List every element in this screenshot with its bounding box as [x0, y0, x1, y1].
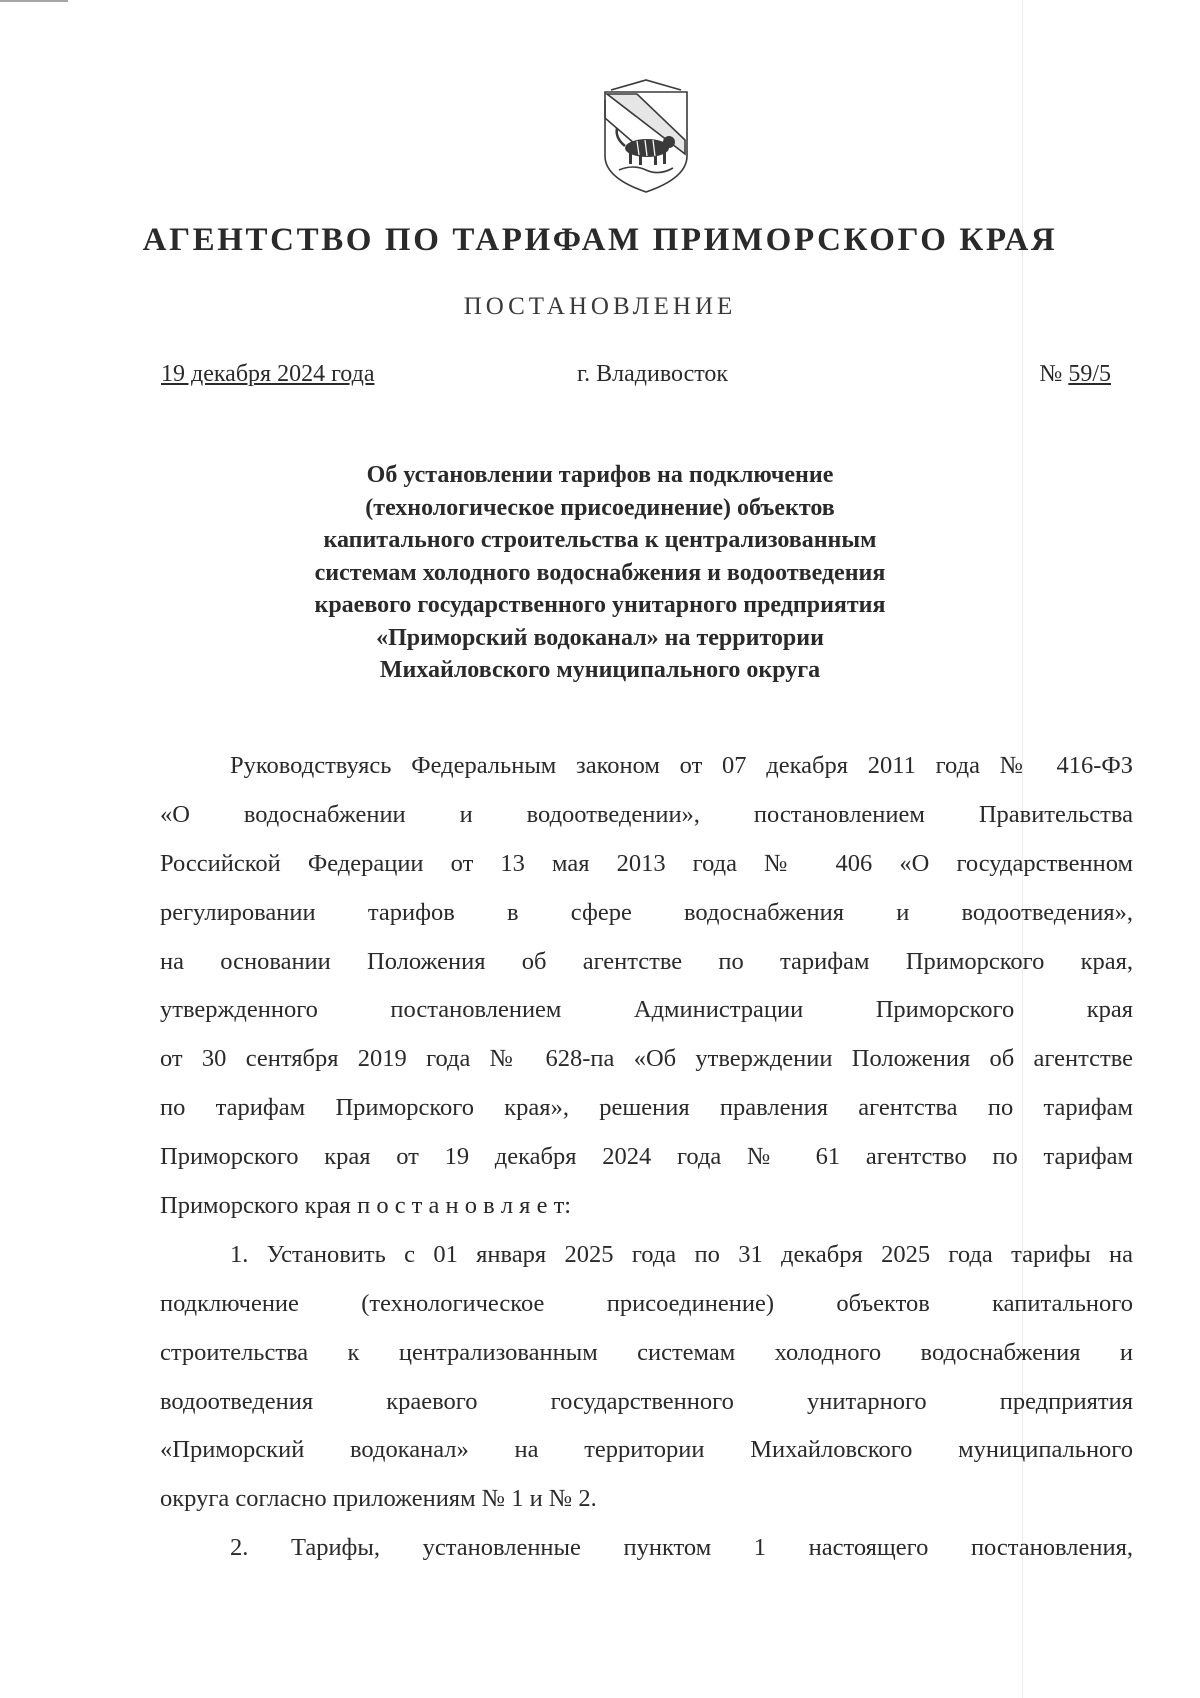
document-type: ПОСТАНОВЛЕНИЕ — [463, 293, 737, 320]
agency-title: АГЕНТСТВО ПО ТАРИФАМ ПРИМОРСКОГО КРАЯ — [142, 222, 1058, 258]
body-line: по тарифам Приморского края», решения правления агентства по тарифам — [160, 1094, 1133, 1122]
body-line: от 30 сентября 2019 года № 628-па «Об утверждении Положения об агентстве — [160, 1045, 1133, 1073]
scan-artifact-mark — [0, 0, 68, 2]
coat-of-arms-icon — [597, 78, 695, 196]
body-line: регулировании тарифов в сфере водоснабжения и водоотведения», — [160, 898, 1133, 926]
body-line: Руководствуясь Федеральным законом от 07 декабря 2011 года № 416-ФЗ — [230, 752, 1133, 779]
document-body — [160, 742, 1133, 1573]
body-line: утвержденного постановлением Администрации Приморского края — [160, 996, 1133, 1024]
subject-line: «Приморский водоканал» на территории — [376, 624, 824, 651]
body-line: «Приморский водоканал» на территории Михайловского муниципального — [160, 1436, 1133, 1464]
subject-line: (технологическое присоединение) объектов — [365, 494, 835, 521]
number-value: 59/5 — [1068, 361, 1111, 387]
body-line: на основании Положения об агентстве по тарифам Приморского края, — [160, 947, 1133, 975]
body-line: подключение (технологическое присоединение) объектов капитального — [160, 1289, 1133, 1317]
subject-line: Михайловского муниципального округа — [379, 657, 821, 683]
subject-line: системам холодного водоснабжения и водоотведения — [314, 559, 886, 586]
document-number — [1039, 361, 1111, 388]
subject-line: капитального строительства к централизованным — [323, 527, 877, 553]
body-line: округа согласно приложениям № 1 и № 2. — [160, 1485, 597, 1513]
body-line: 2. Тарифы, установленные пунктом 1 настоящего постановления, — [230, 1534, 1133, 1562]
subject-line: Об установлении тарифов на подключение — [366, 462, 834, 488]
body-line: 1. Установить с 01 января 2025 года по 31 декабря 2025 года тарифы на — [230, 1240, 1133, 1268]
document-date: 19 декабря 2024 года — [161, 361, 375, 387]
document-subject — [0, 459, 1200, 687]
number-sign: № — [1039, 361, 1063, 387]
document-city: г. Владивосток — [577, 361, 729, 387]
body-line: Приморского края от 19 декабря 2024 года № 61 агентство по тарифам — [160, 1143, 1133, 1171]
subject-line: краевого государственного унитарного предприятия — [314, 592, 886, 618]
body-line: строительства к централизованным системам холодного водоснабжения и — [160, 1338, 1133, 1366]
body-line: водоотведения краевого государственного унитарного предприятия — [160, 1387, 1133, 1415]
body-line: Российской Федерации от 13 мая 2013 года № 406 «О государственном — [160, 849, 1133, 877]
body-line: Приморского края п о с т а н о в л я е т: — [160, 1192, 572, 1220]
body-line: «О водоснабжении и водоотведении», постановлением Правительства — [160, 800, 1133, 828]
